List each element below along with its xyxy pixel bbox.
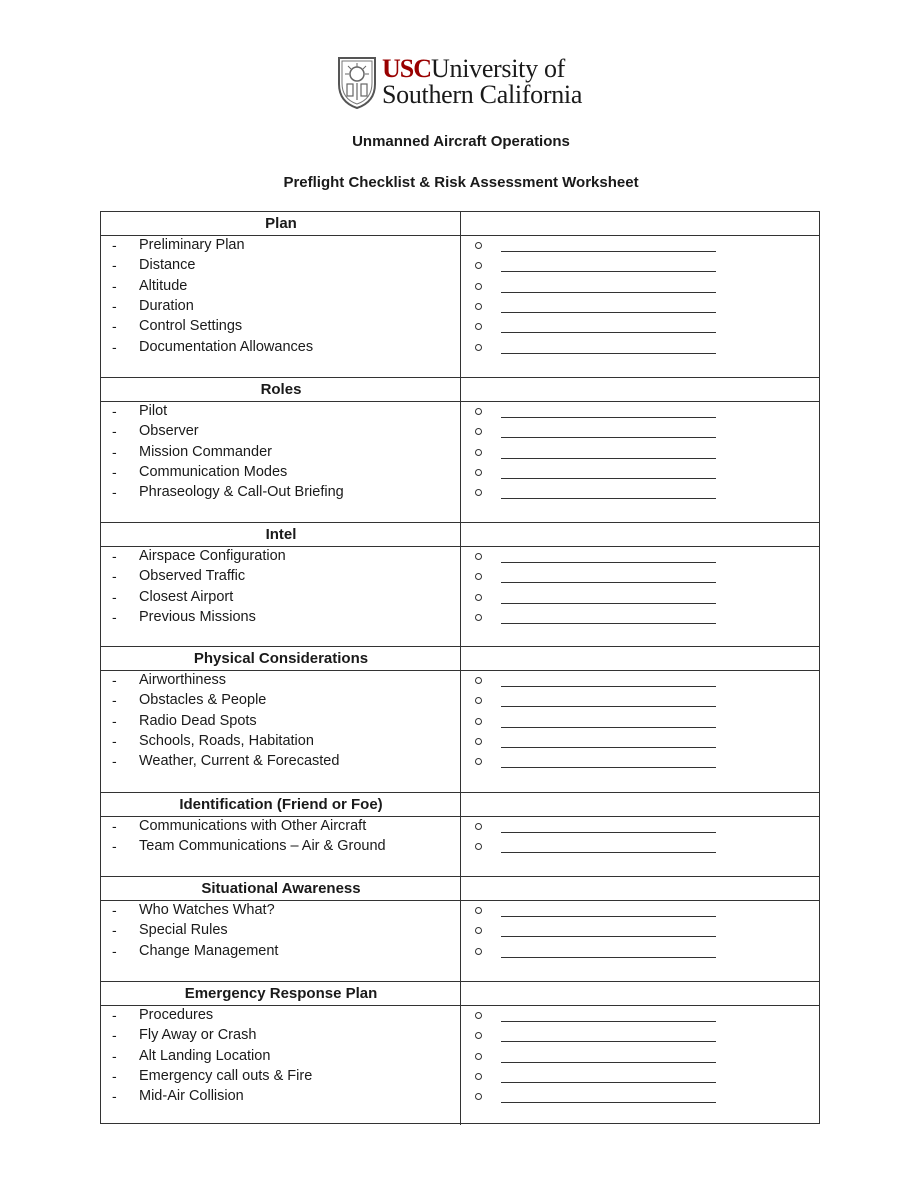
section-header	[101, 877, 819, 901]
checklist-item-label: Emergency call outs & Fire	[139, 1067, 313, 1084]
checklist-item-label: Weather, Current & Forecasted	[139, 753, 340, 770]
checklist-item-label: Schools, Roads, Habitation	[139, 732, 314, 749]
fill-in-line[interactable]	[501, 957, 716, 958]
checkbox-circle-icon[interactable]	[475, 428, 482, 435]
checklist-item	[101, 732, 819, 752]
section-situational-awareness	[101, 876, 819, 981]
bullet-dash: -	[112, 1027, 117, 1044]
fill-in-line[interactable]	[501, 936, 716, 937]
bullet-dash: -	[112, 443, 117, 460]
fill-in-line[interactable]	[501, 1102, 716, 1103]
section-title: Situational Awareness	[201, 880, 361, 897]
checkbox-circle-icon[interactable]	[475, 738, 482, 745]
checklist-item	[101, 297, 819, 317]
section-header	[101, 212, 819, 236]
checkbox-circle-icon[interactable]	[475, 718, 482, 725]
checklist-item-label: Observed Traffic	[139, 568, 246, 585]
fill-in-line[interactable]	[501, 417, 716, 418]
fill-in-line[interactable]	[501, 1062, 716, 1063]
checkbox-circle-icon[interactable]	[475, 1073, 482, 1080]
checklist-item	[101, 567, 819, 587]
section-plan	[101, 212, 819, 377]
checkbox-circle-icon[interactable]	[475, 489, 482, 496]
fill-in-line[interactable]	[501, 747, 716, 748]
checkbox-circle-icon[interactable]	[475, 469, 482, 476]
bullet-dash: -	[112, 423, 117, 440]
checklist-item	[101, 1047, 819, 1067]
checklist-item	[101, 588, 819, 608]
checklist-item-label: Team Communications – Air & Ground	[139, 838, 386, 855]
checklist-item	[101, 547, 819, 567]
fill-in-line[interactable]	[501, 1021, 716, 1022]
section-title: Plan	[265, 215, 297, 232]
checklist-item	[101, 483, 819, 503]
bullet-dash: -	[112, 818, 117, 834]
logo-usc: USC	[382, 54, 432, 83]
document-title: Unmanned Aircraft Operations	[352, 133, 570, 150]
fill-in-line[interactable]	[501, 437, 716, 438]
bullet-dash: -	[112, 277, 117, 294]
fill-in-line[interactable]	[501, 292, 716, 293]
checkbox-circle-icon[interactable]	[475, 303, 482, 310]
fill-in-line[interactable]	[501, 852, 716, 853]
checkbox-circle-icon[interactable]	[475, 344, 482, 351]
checklist-item-label: Communication Modes	[139, 463, 288, 480]
logo-southern-california: Southern California	[382, 80, 583, 109]
section-header	[101, 378, 819, 402]
bullet-dash: -	[112, 237, 117, 253]
checklist-item-label: Radio Dead Spots	[139, 712, 257, 729]
usc-seal-icon	[336, 54, 378, 110]
bullet-dash: -	[112, 922, 117, 939]
bullet-dash: -	[112, 297, 117, 314]
checklist-item-label: Change Management	[139, 942, 279, 959]
bullet-dash: -	[112, 712, 117, 729]
checklist-item	[101, 817, 819, 837]
bullet-dash: -	[112, 1007, 117, 1023]
checklist-item-label: Airworthiness	[139, 672, 227, 688]
checklist-item	[101, 901, 819, 921]
section-roles	[101, 377, 819, 522]
bullet-dash: -	[112, 484, 117, 501]
section-intel	[101, 522, 819, 646]
fill-in-line[interactable]	[501, 1041, 716, 1042]
section-title: Emergency Response Plan	[184, 985, 378, 1002]
bullet-dash: -	[112, 753, 117, 770]
bullet-dash: -	[112, 838, 117, 855]
checklist-item-label: Who Watches What?	[139, 902, 275, 918]
fill-in-line[interactable]	[501, 603, 716, 604]
bullet-dash: -	[112, 403, 117, 419]
checklist-item-label: Duration	[139, 297, 194, 314]
checkbox-circle-icon[interactable]	[475, 948, 482, 955]
checklist-item	[101, 942, 819, 962]
checklist-item	[101, 1067, 819, 1087]
bullet-dash: -	[112, 902, 117, 918]
checklist-item-label: Previous Missions	[139, 608, 256, 625]
bullet-dash: -	[112, 588, 117, 605]
checklist-table	[100, 211, 820, 1124]
section-header	[101, 523, 819, 547]
checklist-item	[101, 317, 819, 337]
usc-logo	[336, 54, 596, 110]
checklist-item-label: Airspace Configuration	[139, 548, 286, 564]
checkbox-circle-icon[interactable]	[475, 573, 482, 580]
section-title: Intel	[265, 526, 297, 543]
bullet-dash: -	[112, 942, 117, 959]
checklist-item	[101, 1087, 819, 1107]
checklist-item-label: Mid-Air Collision	[139, 1088, 244, 1105]
checkbox-circle-icon[interactable]	[475, 697, 482, 704]
checkbox-circle-icon[interactable]	[475, 323, 482, 330]
fill-in-line[interactable]	[501, 562, 716, 563]
checklist-item-label: Alt Landing Location	[139, 1047, 271, 1064]
checklist-item-label: Phraseology & Call-Out Briefing	[139, 484, 344, 501]
checkbox-circle-icon[interactable]	[475, 823, 482, 830]
bullet-dash: -	[112, 1047, 117, 1064]
fill-in-line[interactable]	[501, 582, 716, 583]
checkbox-circle-icon[interactable]	[475, 843, 482, 850]
fill-in-line[interactable]	[501, 498, 716, 499]
fill-in-line[interactable]	[501, 832, 716, 833]
checkbox-circle-icon[interactable]	[475, 449, 482, 456]
bullet-dash: -	[112, 318, 117, 335]
section-physical-considerations	[101, 646, 819, 792]
checklist-item-label: Fly Away or Crash	[139, 1027, 257, 1044]
bullet-dash: -	[112, 1067, 117, 1084]
checklist-item	[101, 752, 819, 772]
bullet-dash: -	[112, 548, 117, 564]
checklist-item-label: Closest Airport	[139, 588, 234, 605]
checkbox-circle-icon[interactable]	[475, 1032, 482, 1039]
checklist-item	[101, 236, 819, 256]
checkbox-circle-icon[interactable]	[475, 907, 482, 914]
fill-in-line[interactable]	[501, 727, 716, 728]
checklist-item	[101, 691, 819, 711]
section-identification-friend-or-foe	[101, 792, 819, 876]
checklist-item-label: Mission Commander	[139, 443, 272, 460]
logo-university-of: University of	[431, 54, 566, 83]
checkbox-circle-icon[interactable]	[475, 677, 482, 684]
checklist-item	[101, 443, 819, 463]
checklist-item-label: Procedures	[139, 1007, 214, 1023]
fill-in-line[interactable]	[501, 478, 716, 479]
checkbox-circle-icon[interactable]	[475, 614, 482, 621]
section-header	[101, 793, 819, 817]
checklist-item-label: Preliminary Plan	[139, 237, 245, 253]
bullet-dash: -	[112, 672, 117, 688]
checkbox-circle-icon[interactable]	[475, 1012, 482, 1019]
logo-wordmark	[382, 56, 582, 108]
checklist-item	[101, 671, 819, 691]
fill-in-line[interactable]	[501, 251, 716, 252]
checklist-item-label: Pilot	[139, 403, 168, 419]
checklist-item-label: Distance	[139, 257, 196, 274]
checkbox-circle-icon[interactable]	[475, 927, 482, 934]
section-header	[101, 647, 819, 671]
fill-in-line[interactable]	[501, 312, 716, 313]
section-emergency-response-plan	[101, 981, 819, 1124]
checkbox-circle-icon[interactable]	[475, 1053, 482, 1060]
bullet-dash: -	[112, 463, 117, 480]
fill-in-line[interactable]	[501, 1082, 716, 1083]
section-title: Identification (Friend or Foe)	[179, 796, 383, 813]
checklist-item	[101, 422, 819, 442]
fill-in-line[interactable]	[501, 916, 716, 917]
checklist-item-label: Communications with Other Aircraft	[139, 818, 367, 834]
fill-in-line[interactable]	[501, 767, 716, 768]
checklist-item-label: Documentation Allowances	[139, 338, 314, 355]
bullet-dash: -	[112, 1088, 117, 1105]
fill-in-line[interactable]	[501, 458, 716, 459]
fill-in-line[interactable]	[501, 353, 716, 354]
fill-in-line[interactable]	[501, 271, 716, 272]
fill-in-line[interactable]	[501, 686, 716, 687]
checkbox-circle-icon[interactable]	[475, 283, 482, 290]
fill-in-line[interactable]	[501, 332, 716, 333]
bullet-dash: -	[112, 338, 117, 355]
checklist-item-label: Obstacles & People	[139, 692, 267, 709]
checkbox-circle-icon[interactable]	[475, 758, 482, 765]
bullet-dash: -	[112, 608, 117, 625]
checkbox-circle-icon[interactable]	[475, 553, 482, 560]
checklist-item	[101, 338, 819, 358]
fill-in-line[interactable]	[501, 623, 716, 624]
checkbox-circle-icon[interactable]	[475, 262, 482, 269]
checklist-item-label: Special Rules	[139, 922, 228, 939]
checklist-item-label: Control Settings	[139, 318, 243, 335]
checklist-item	[101, 712, 819, 732]
bullet-dash: -	[112, 732, 117, 749]
checklist-item-label: Observer	[139, 423, 199, 440]
checkbox-circle-icon[interactable]	[475, 408, 482, 415]
checklist-item	[101, 402, 819, 422]
bullet-dash: -	[112, 568, 117, 585]
checkbox-circle-icon[interactable]	[475, 242, 482, 249]
document-subtitle: Preflight Checklist & Risk Assessment Worksheet	[283, 174, 639, 191]
checklist-item-label: Altitude	[139, 277, 188, 294]
bullet-dash: -	[112, 257, 117, 274]
checkbox-circle-icon[interactable]	[475, 1093, 482, 1100]
checklist-item	[101, 463, 819, 483]
section-title: Roles	[260, 381, 302, 398]
bullet-dash: -	[112, 692, 117, 709]
checklist-item	[101, 1006, 819, 1026]
checklist-item	[101, 921, 819, 941]
checklist-item	[101, 1026, 819, 1046]
checklist-item	[101, 837, 819, 857]
fill-in-line[interactable]	[501, 706, 716, 707]
section-title: Physical Considerations	[193, 650, 369, 667]
checkbox-circle-icon[interactable]	[475, 594, 482, 601]
checklist-item	[101, 277, 819, 297]
section-header	[101, 982, 819, 1006]
checklist-item	[101, 608, 819, 628]
checklist-item	[101, 256, 819, 276]
